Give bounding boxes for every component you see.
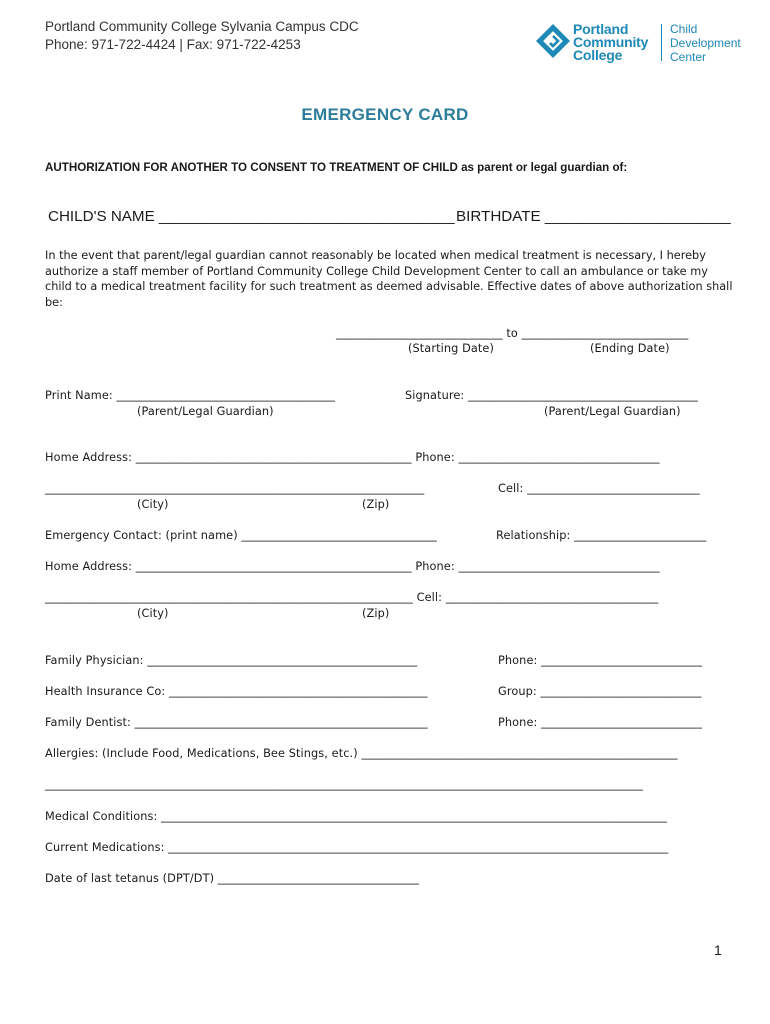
city-caption-2: (City) bbox=[137, 607, 169, 620]
allergies-field[interactable]: Allergies: (Include Food, Medications, Bee Stings, etc.) _______________________________________________________ bbox=[45, 747, 678, 760]
physician-phone-field[interactable]: Phone: ____________________________ bbox=[498, 654, 703, 667]
page-number: 1 bbox=[714, 942, 722, 958]
print-name-field[interactable]: Print Name: ______________________________________ bbox=[45, 389, 335, 402]
logo-side-3: Center bbox=[670, 50, 707, 64]
signature-field[interactable]: Signature: ________________________________________ bbox=[405, 389, 698, 402]
org-name-line: Portland Community College Sylvania Campus CDC bbox=[45, 19, 359, 34]
city-caption-1: (City) bbox=[137, 498, 169, 511]
health-insurance-field[interactable]: Health Insurance Co: _____________________________________________ bbox=[45, 685, 428, 698]
pcc-logo-icon bbox=[535, 23, 571, 59]
logo-side-2: Development bbox=[670, 36, 741, 50]
family-dentist-field[interactable]: Family Dentist: ___________________________________________________ bbox=[45, 716, 428, 729]
dates-line[interactable]: _____________________________ to _____________________________ bbox=[336, 327, 689, 340]
city-zip-line-2[interactable]: ________________________________________________________________ Cell: _____________________________________ bbox=[45, 591, 659, 604]
family-physician-field[interactable]: Family Physician: _______________________________________________ bbox=[45, 654, 418, 667]
city-zip-line-1[interactable]: __________________________________________________________________ bbox=[45, 482, 425, 495]
contact-line: Phone: 971-722-4424 | Fax: 971-722-4253 bbox=[45, 37, 301, 52]
emergency-contact-field[interactable]: Emergency Contact: (print name) __________________________________ bbox=[45, 529, 437, 542]
zip-caption-2: (Zip) bbox=[362, 607, 390, 620]
form-subtitle: AUTHORIZATION FOR ANOTHER TO CONSENT TO TREATMENT OF CHILD as parent or legal guardian of: bbox=[45, 161, 628, 174]
relationship-field[interactable]: Relationship: _______________________ bbox=[496, 529, 707, 542]
form-title: EMERGENCY CARD bbox=[301, 105, 469, 124]
cell-field-1[interactable]: Cell: ______________________________ bbox=[498, 482, 700, 495]
logo-wordmark-1: Portland bbox=[573, 21, 629, 37]
home-address-field-2[interactable]: Home Address: ________________________________________________ Phone: ___________________________________ bbox=[45, 560, 660, 573]
authorization-paragraph: In the event that parent/legal guardian cannot reasonably be located when medical treatment is necessary, I hereby authorize a staff member of Portland Community College Child Development Center to call an ambulance or take my child to a medical treatment facility for such treatment as deemed advisable. Effective dates of above authorization shall be: bbox=[45, 249, 733, 309]
zip-caption-1: (Zip) bbox=[362, 498, 390, 511]
dentist-phone-field[interactable]: Phone: ____________________________ bbox=[498, 716, 703, 729]
ending-date-caption: (Ending Date) bbox=[590, 342, 670, 355]
birthdate-field[interactable]: BIRTHDATE ______________________ bbox=[456, 208, 731, 225]
logo-side-1: Child bbox=[670, 22, 698, 36]
childs-name-field[interactable]: CHILD'S NAME ___________________________________ bbox=[48, 208, 455, 225]
logo-wordmark-3: College bbox=[573, 47, 623, 63]
print-name-caption: (Parent/Legal Guardian) bbox=[137, 405, 274, 418]
medical-conditions-field[interactable]: Medical Conditions: ________________________________________________________________________________________ bbox=[45, 810, 667, 823]
tetanus-date-field[interactable]: Date of last tetanus (DPT/DT) ___________________________________ bbox=[45, 872, 419, 885]
starting-date-caption: (Starting Date) bbox=[408, 342, 494, 355]
allergies-line-2[interactable]: ________________________________________________________________________________________________________ bbox=[45, 778, 643, 791]
home-address-field-1[interactable]: Home Address: ________________________________________________ Phone: ___________________________________ bbox=[45, 451, 660, 464]
signature-caption: (Parent/Legal Guardian) bbox=[544, 405, 681, 418]
logo-wordmark-2: Community bbox=[573, 34, 649, 50]
group-field[interactable]: Group: ____________________________ bbox=[498, 685, 702, 698]
current-medications-field[interactable]: Current Medications: _______________________________________________________________________________________ bbox=[45, 841, 669, 854]
logo-divider bbox=[661, 24, 662, 61]
